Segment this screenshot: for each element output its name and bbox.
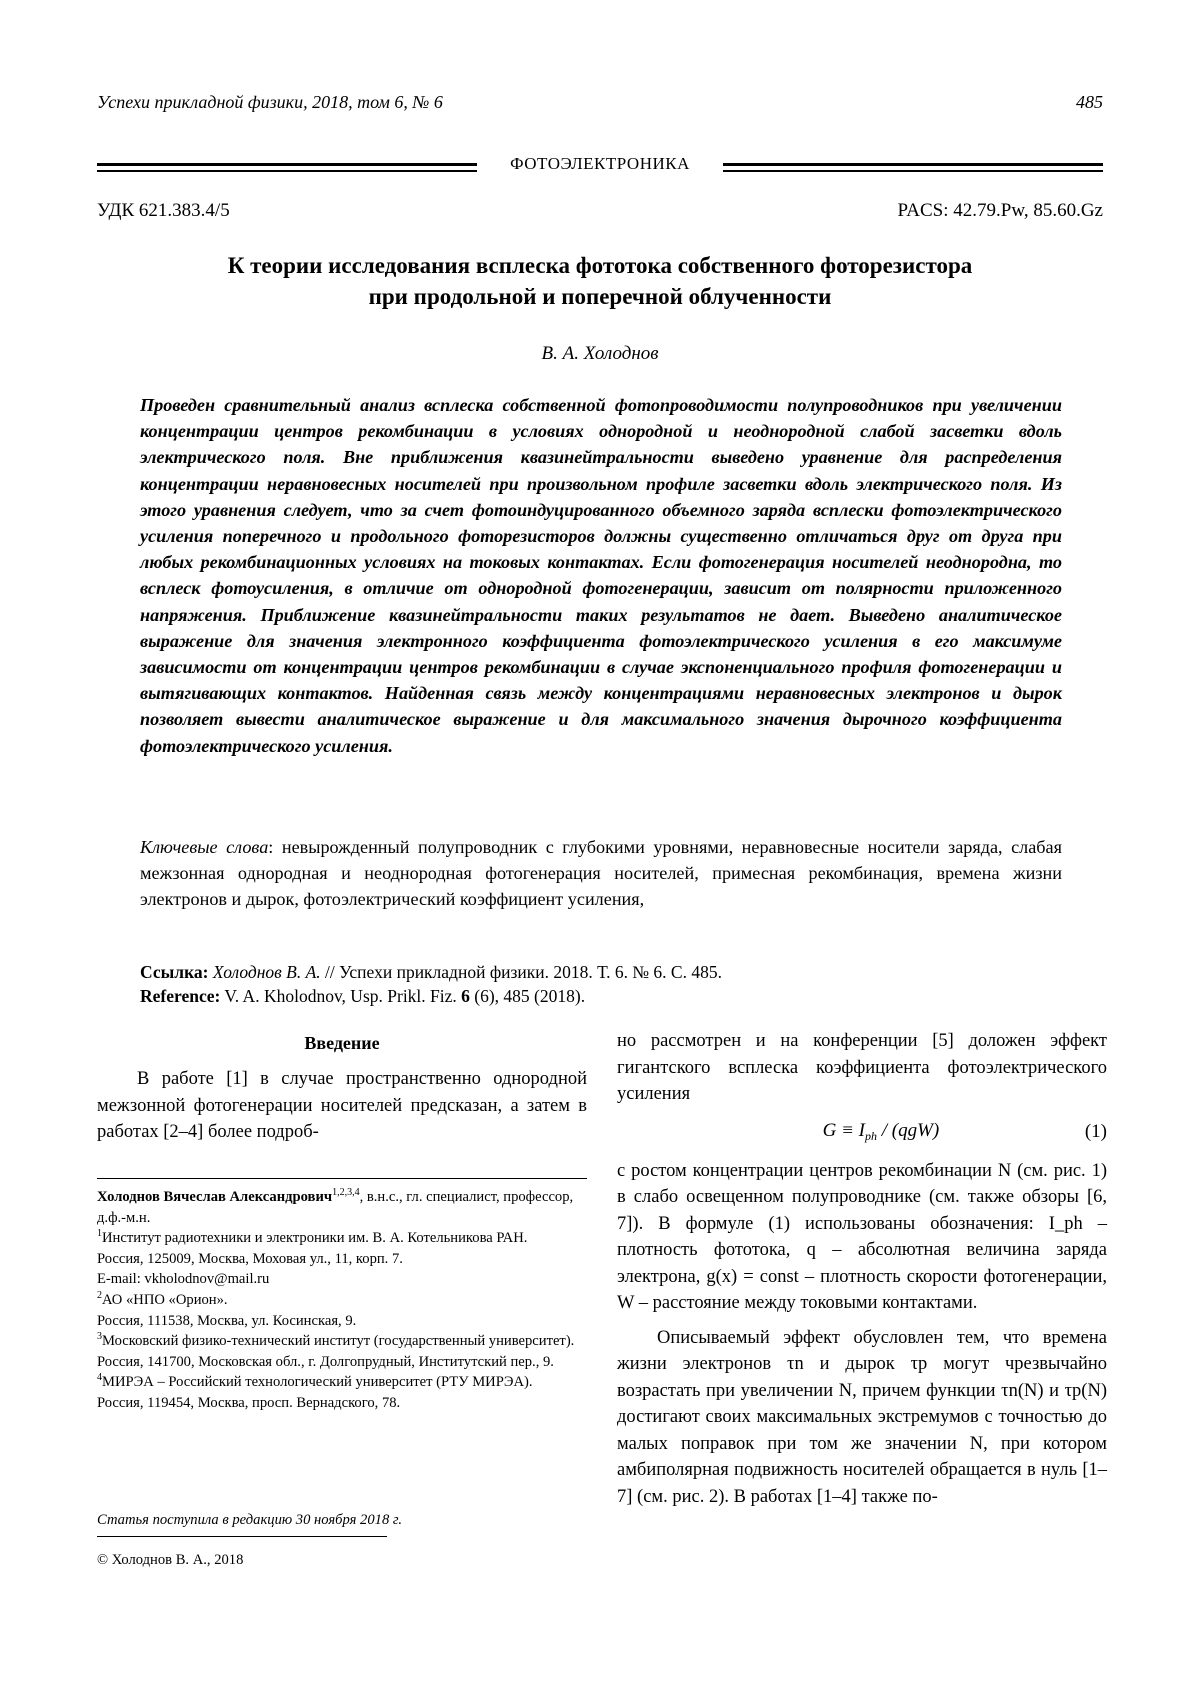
footnote-aff-3-sup: 3	[97, 1331, 102, 1343]
keywords	[140, 834, 1062, 912]
formula-subscript: ph	[864, 1128, 877, 1143]
right-column	[617, 1028, 1107, 1510]
footnote-aff-2	[97, 1290, 587, 1311]
title-line-2: при продольной и поперечной облученности	[368, 284, 832, 309]
footnote-author	[97, 1187, 587, 1228]
keywords-label: Ключевые слова	[140, 837, 269, 857]
citation-ru-label: Ссылка:	[140, 962, 209, 982]
right-paragraph-1: но рассмотрен и на конференции [5] доложен эффект гигантского всплеска коэффициента фотоэлектрического усиления	[617, 1031, 1107, 1104]
classification-row	[97, 200, 1103, 222]
author-line: В. А. Холоднов	[541, 343, 659, 364]
formula-lhs: G ≡ I	[822, 1119, 865, 1141]
section-label: ФОТОЭЛЕКТРОНИКА	[510, 154, 690, 173]
right-paragraph-2: с ростом концентрации центров рекомбинации N (см. рис. 1) в слабо освещенном полупроводнике (см. также обзоры [6, 7]). В формуле (1) использованы обозначения: I_ph – плотность фототока, q – абсолютная величина заряда электрона, g(x) = const – плотность скорости фотогенерации, W – расстояние между токовыми контактами.	[617, 1160, 1107, 1313]
footnote-aff-2-addr: Россия, 111538, Москва, ул. Косинская, 9.	[97, 1312, 357, 1329]
formula-1	[617, 1112, 1107, 1152]
page-number: 485	[1076, 92, 1103, 112]
footnote-aff-2-sup: 2	[97, 1290, 102, 1302]
footnote-aff-1	[97, 1228, 587, 1249]
citation-en-volume: 6	[461, 986, 470, 1006]
footnote-aff-4-sup: 4	[97, 1372, 102, 1384]
citation-en-label: Reference:	[140, 986, 221, 1006]
intro-heading: Введение	[304, 1033, 380, 1053]
footnote-author-sup: 1,2,3,4	[332, 1187, 360, 1199]
section-banner	[97, 154, 1103, 178]
citation-en	[140, 984, 1062, 1008]
section-rule-right	[723, 163, 1103, 172]
footnote-aff-4	[97, 1372, 587, 1393]
pacs-code: PACS: 42.79.Pw, 85.60.Gz	[897, 200, 1103, 221]
footnote-rule	[97, 1178, 587, 1179]
received-date: Статья поступила в редакцию 30 ноября 2018 г.	[97, 1512, 403, 1528]
footnote-aff-1-name: Институт радиотехники и электроники им. В. А. Котельникова РАН.	[102, 1230, 528, 1247]
footnote-aff-1-addr: Россия, 125009, Москва, Моховая ул., 11, корп. 7.	[97, 1250, 403, 1267]
running-head	[97, 92, 1103, 113]
right-paragraph-3: Описываемый эффект обусловлен тем, что времена жизни электронов τn и дырок τp могут чрезвычайно возрастать при увеличении N, причем функции τn(N) и τp(N) достигают своих максимальных экстремумов с точностью до малых поправок при том же значении N, при котором амбиполярная подвижность носителей обращается в нуль [1–7] (см. рис. 2). В работах [1–4] также по-	[617, 1327, 1107, 1507]
footnote-aff-4-name: МИРЭА – Российский технологический университет (РТУ МИРЭА).	[102, 1374, 533, 1391]
copyright: © Холоднов В. А., 2018	[97, 1552, 244, 1568]
citation-ru-rest: // Успехи прикладной физики. 2018. Т. 6. № 6. С. 485.	[320, 962, 722, 982]
intro-paragraph-1: В работе [1] в случае пространственно однородной межзонной фотогенерации носителей предсказан, а затем в работах [2–4] более подроб-	[97, 1069, 587, 1142]
citation-ru-author: Холоднов В. А.	[212, 962, 321, 982]
footnote-aff-4-addr: Россия, 119454, Москва, просп. Вернадского, 78.	[97, 1394, 401, 1411]
received-rule	[97, 1536, 387, 1537]
author-footnotes	[97, 1187, 587, 1414]
footnote-author-rest: , в.н.с., гл. специалист, профессор, д.ф.-м.н.	[97, 1189, 574, 1226]
journal-name: Успехи прикладной физики, 2018, том 6, № 6	[97, 92, 443, 112]
abstract: Проведен сравнительный анализ всплеска собственной фотопроводимости полупроводников при увеличении концентрации центров рекомбинации в условиях однородной и неоднородной слабой засветки вдоль электрического поля. Вне приближения квазинейтральности выведено уравнение для распределения концентрации неравновесных носителей при произвольном профиле засветки вдоль электрического поля. Из этого уравнения следует, что за счет фотоиндуцированного объемного заряда всплески фотоэлектрического усиления поперечного и продольного фоторезисторов должны существенно отличаться друг от друга при любых рекомбинационных условиях на токовых контактах. Если фотогенерация носителей неоднородна, то всплеск фотоусиления, в отличие от однородной фотогенерации, зависит от полярности приложенного напряжения. Приближение квазинейтральности таких результатов не дает. Выведено аналитическое выражение для значения электронного коэффициента фотоэлектрического усиления в его максимуме зависимости от концентрации центров рекомбинации в случае экспоненциального профиля фотогенерации и вытягивающих контактов. Найденная связь между концентрациями неравновесных электронов и дырок позволяет вывести аналитическое выражение и для максимального значения дырочного коэффициента фотоэлектрического усиления.	[140, 395, 1062, 756]
footnote-aff-1-sup: 1	[97, 1228, 102, 1240]
citation-en-post: (6), 485 (2018).	[469, 986, 586, 1006]
title-line-1: К теории исследования всплеска фототока собственного фоторезистора	[227, 253, 973, 278]
footnote-aff-3-addr: Россия, 141700, Московская обл., г. Долгопрудный, Институтский пер., 9.	[97, 1353, 554, 1370]
formula-number: (1)	[1084, 1120, 1107, 1142]
keywords-text: : невырожденный полупроводник с глубокими уровнями, неравновесные носители заряда, слабая межзонная однородная и неоднородная фотогенерация носителей, примесная рекомбинация, времена жизни электронов и дырок, фотоэлектрический коэффициент усиления,	[140, 837, 1062, 909]
left-column	[97, 1028, 587, 1146]
footnote-aff-2-name: АО «НПО «Орион».	[102, 1291, 228, 1308]
article-title	[97, 250, 1103, 312]
footnote-aff-3-name: Московский физико-технический институт (государственный университет).	[102, 1333, 575, 1350]
footnote-aff-3	[97, 1331, 587, 1352]
citation-ru	[140, 960, 1062, 984]
formula-expression	[617, 1120, 1085, 1144]
formula-rhs: / (qgW)	[876, 1119, 940, 1141]
citation-block	[140, 960, 1062, 1008]
udc-code: УДК 621.383.4/5	[97, 200, 230, 221]
footnote-email: E-mail: vkholodnov@mail.ru	[97, 1271, 270, 1288]
citation-en-pre: V. A. Kholodnov, Usp. Prikl. Fiz.	[220, 986, 462, 1006]
footnote-author-name: Холоднов Вячеслав Александрович	[97, 1189, 333, 1205]
